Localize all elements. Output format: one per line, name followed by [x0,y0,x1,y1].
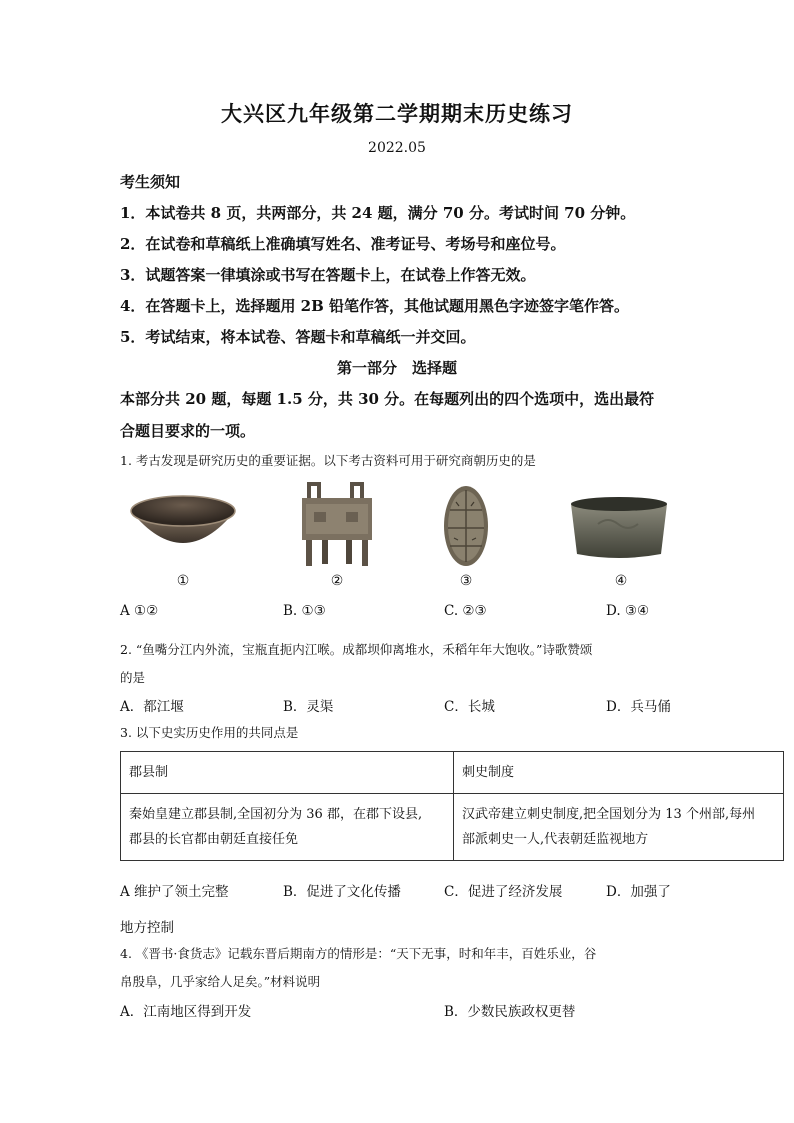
table-header: 刺史制度 [454,752,784,794]
option-c: C．长城 [444,699,495,715]
bronze-vessel-image [568,494,670,564]
notice-item: 5．考试结束，将本试卷、答题卡和草稿纸一并交回。 [120,328,476,346]
option-a: A 维护了领土完整 [120,884,229,900]
option-b: B. ①③ [283,603,326,619]
section-intro: 本部分共 20 题，每题 1.5 分，共 30 分。在每题列出的四个选项中，选出最符 [120,390,655,408]
page-title: 大兴区九年级第二学期期末历史练习 [221,101,573,126]
option-d: D. ③④ [606,603,650,619]
option-c: C. ②③ [444,603,487,619]
comparison-table [120,751,784,861]
option-a: A．都江堰 [120,699,184,715]
cell-line: 郡县的长官都由朝廷直接任免 [129,832,299,847]
option-a: A ①② [120,603,159,619]
section-intro: 合题目要求的一项。 [120,422,256,440]
cell-line: 部派刺史一人,代表朝廷监视地方 [462,832,649,847]
notice-heading: 考生须知 [120,173,181,191]
table-cell [454,794,784,861]
option-c: C．促进了经济发展 [444,884,563,900]
image-label: ③ [459,573,473,589]
question-3-stem: 3. 以下史实历史作用的共同点是 [120,725,299,740]
question-4-stem: 帛殷阜，几乎家给人足矣。”材料说明 [120,974,321,989]
cell-line: 汉武帝建立刺史制度,把全国划分为 13 个州部,每州 [462,807,756,822]
question-1-stem: 1. 考古发现是研究历史的重要证据。以下考古资料可用于研究商朝历史的是 [120,453,536,468]
option-b: B．少数民族政权更替 [444,1004,576,1020]
notice-item: 1．本试卷共 8 页，共两部分，共 24 题，满分 70 分。考试时间 70 分钟。 [120,204,636,222]
option-b: B．促进了文化传播 [283,884,401,900]
section-heading: 第一部分 选择题 [336,359,457,377]
pottery-bowl-image [128,493,238,563]
exam-date: 2022.05 [368,140,426,156]
option-d: D．兵马俑 [606,699,671,715]
image-label: ① [176,573,190,589]
notice-item: 3．试题答案一律填涂或书写在答题卡上，在试卷上作答无效。 [120,266,536,284]
question-4-stem: 4. 《晋书·食货志》记载东晋后期南方的情形是：“天下无事，时和年丰，百姓乐业，谷 [120,946,597,961]
option-d: D．加强了 [606,884,671,900]
option-b: B．灵渠 [283,699,334,715]
table-header: 郡县制 [121,752,454,794]
notice-item: 2．在试卷和草稿纸上准确填写姓名、准考证号、考场号和座位号。 [120,235,566,253]
image-label: ② [330,573,344,589]
question-2-stem: 的是 [120,670,146,685]
oracle-bone-image [440,482,492,570]
option-a: A．江南地区得到开发 [120,1004,252,1020]
cell-line: 秦始皇建立郡县制,全国初分为 36 郡，在郡下设县, [129,807,423,822]
bronze-ding-image [296,482,378,568]
image-label: ④ [614,573,628,589]
table-cell [121,794,454,861]
question-2-stem: 2. “鱼嘴分江内外流，宝瓶直扼内江喉。成都坝仰离堆水，禾稻年年大饱收。”诗歌赞颂 [120,642,593,657]
option-d-continuation: 地方控制 [120,920,174,936]
notice-item: 4．在答题卡上，选择题用 2B 铅笔作答，其他试题用黑色字迹签字笔作答。 [120,297,629,315]
